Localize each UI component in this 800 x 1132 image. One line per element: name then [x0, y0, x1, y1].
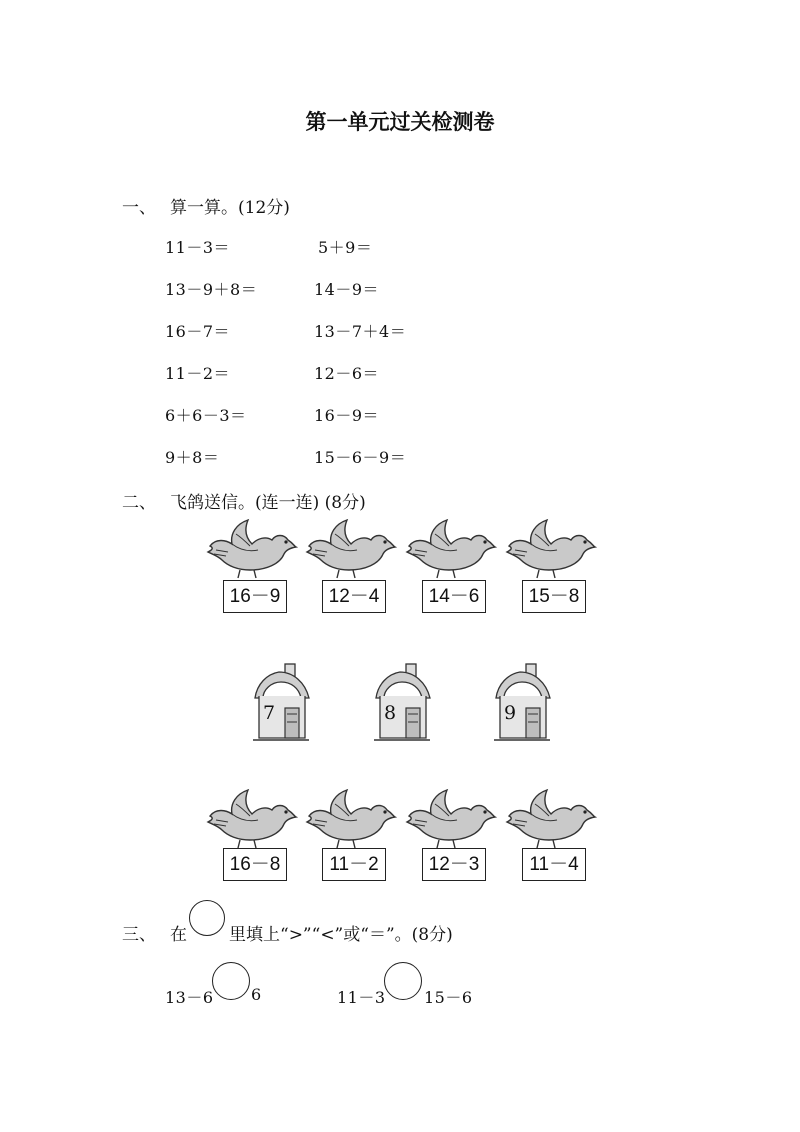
- calc-item: 16－9＝: [314, 406, 380, 425]
- card-16-8[interactable]: 16－8: [223, 848, 287, 881]
- compare-right: 15－6: [424, 988, 473, 1007]
- calc-item: 12－6＝: [314, 364, 380, 383]
- pigeon-icon: [505, 786, 597, 852]
- house-icon: [490, 662, 554, 746]
- house-icon: [249, 662, 313, 746]
- compare-blank-1[interactable]: [212, 962, 250, 1000]
- section-3-title-suffix: 里填上“>”“<”或“＝”。(8分): [229, 925, 453, 945]
- calc-item: 13－7＋4＝: [314, 322, 407, 341]
- house-number: 9: [504, 702, 517, 724]
- pigeon-icon: [206, 516, 298, 582]
- pigeon-icon: [305, 786, 397, 852]
- section-1-label: 一、: [122, 198, 156, 218]
- card-11-2[interactable]: 11－2: [322, 848, 386, 881]
- page-title: 第一单元过关检测卷: [305, 110, 495, 134]
- pigeon-icon: [405, 516, 497, 582]
- house-icon: [370, 662, 434, 746]
- card-12-4[interactable]: 12－4: [322, 580, 386, 613]
- card-15-8[interactable]: 15－8: [522, 580, 586, 613]
- calc-item: 15－6－9＝: [314, 448, 407, 467]
- compare-left: 13－6: [165, 988, 214, 1007]
- section-2-title: 飞鸽送信。(连一连) (8分): [170, 493, 366, 513]
- house-9[interactable]: [490, 662, 554, 746]
- pigeon-icon: [405, 786, 497, 852]
- calc-item: 5＋9＝: [318, 238, 373, 257]
- card-12-3[interactable]: 12－3: [422, 848, 486, 881]
- section-3-title-prefix: 在: [170, 925, 187, 945]
- section-1-title: 算一算。(12分): [170, 198, 290, 218]
- pigeon-icon: [206, 786, 298, 852]
- card-11-4[interactable]: 11－4: [522, 848, 586, 881]
- house-number: 8: [384, 702, 397, 724]
- card-16-9[interactable]: 16－9: [223, 580, 287, 613]
- circle-symbol: [189, 900, 225, 936]
- calc-item: 11－3＝: [165, 238, 231, 257]
- compare-blank-2[interactable]: [384, 962, 422, 1000]
- calc-item: 16－7＝: [165, 322, 231, 341]
- calc-item: 6＋6－3＝: [165, 406, 247, 425]
- house-7[interactable]: [249, 662, 313, 746]
- calc-item: 9＋8＝: [165, 448, 220, 467]
- calc-item: 14－9＝: [314, 280, 380, 299]
- pigeon-icon: [305, 516, 397, 582]
- calc-item: 11－2＝: [165, 364, 231, 383]
- section-3-label: 三、: [122, 925, 156, 945]
- calc-item: 13－9＋8＝: [165, 280, 258, 299]
- house-8[interactable]: [370, 662, 434, 746]
- compare-right: 6: [251, 985, 262, 1004]
- house-number: 7: [263, 702, 276, 724]
- pigeon-icon: [505, 516, 597, 582]
- compare-left: 11－3: [337, 988, 386, 1007]
- section-2-label: 二、: [122, 493, 156, 513]
- card-14-6[interactable]: 14－6: [422, 580, 486, 613]
